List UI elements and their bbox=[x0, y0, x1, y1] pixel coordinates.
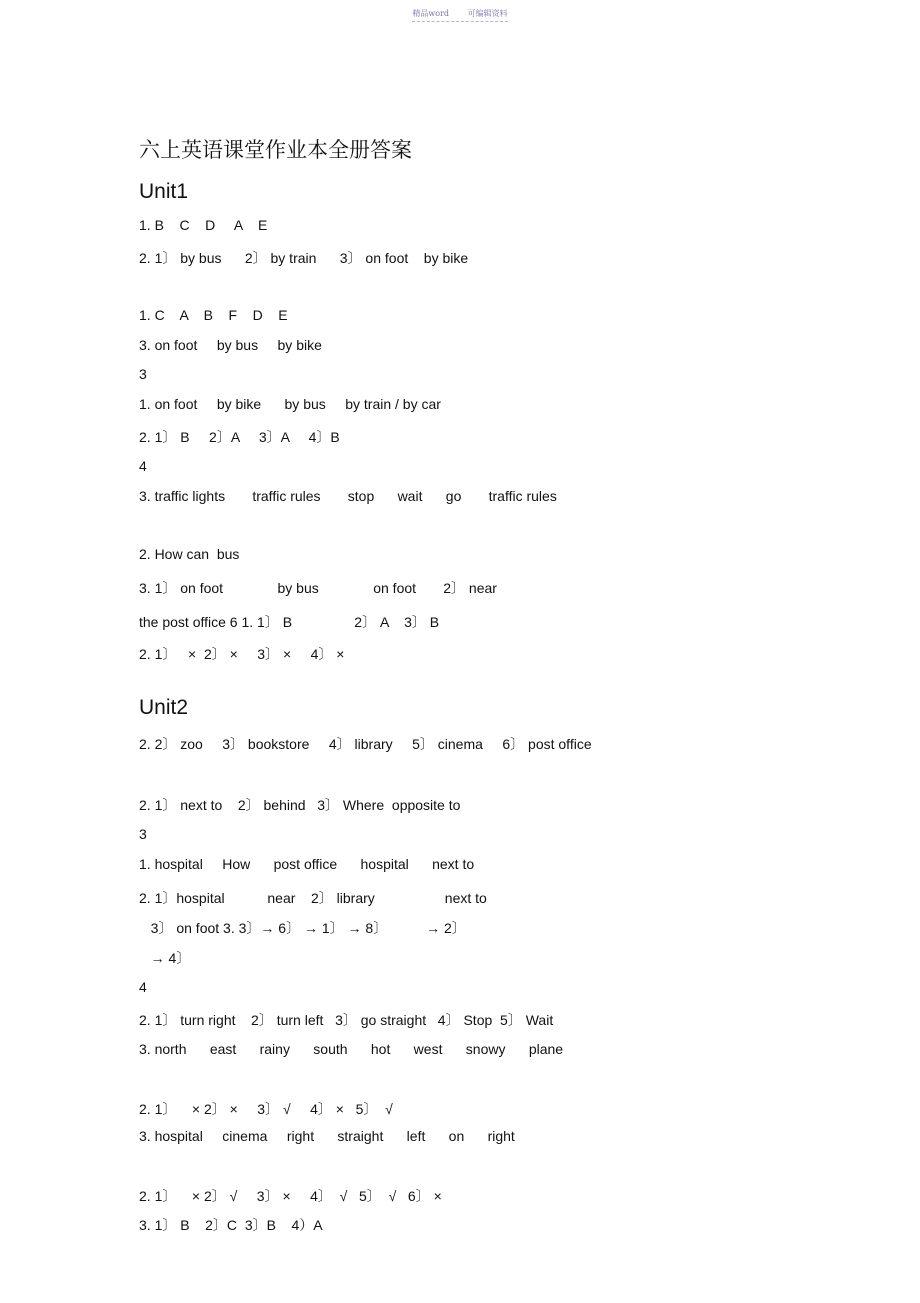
answer-line: 2. How can bus bbox=[139, 546, 240, 562]
answer-line: the post office 6 1. 1〕 B 2〕 A 3〕 B bbox=[139, 614, 440, 630]
answer-line: 3 bbox=[139, 366, 147, 382]
answer-line: 1. hospital How post office hospital next to bbox=[139, 856, 475, 872]
header-right-text: 可编辑资料 bbox=[467, 9, 508, 18]
unit1-heading: Unit1 bbox=[139, 180, 189, 203]
answer-line: 2. 1〕 B 2〕A 3〕A 4〕B bbox=[139, 429, 340, 445]
page-header bbox=[0, 8, 920, 19]
answer-line: → 4〕 bbox=[139, 950, 191, 966]
answer-line: 1. C A B F D E bbox=[139, 307, 288, 323]
answer-line: 2. 1〕 × 2〕 √ 3〕 × 4〕 √ 5〕 √ 6〕 × bbox=[139, 1188, 442, 1204]
answer-line: 2. 1〕 by bus 2〕 by train 3〕 on foot by bike bbox=[139, 250, 469, 266]
answer-line: 1. B C D A E bbox=[139, 217, 268, 233]
answer-line: 2. 1〕 × 2〕 × 3〕 × 4〕 × bbox=[139, 646, 345, 662]
unit2-heading: Unit2 bbox=[139, 696, 189, 719]
answer-line: 4 bbox=[139, 979, 147, 995]
answer-line: 3. hospital cinema right straight left on right bbox=[139, 1128, 515, 1144]
answer-line: 3. traffic lights traffic rules stop wait go traffic rules bbox=[139, 488, 557, 504]
answer-line: 3. 1〕 B 2〕C 3〕B 4）A bbox=[139, 1217, 323, 1233]
answer-line: 1. on foot by bike by bus by train / by car bbox=[139, 396, 441, 412]
answer-line: 3. on foot by bus by bike bbox=[139, 337, 322, 353]
answer-line: 3. north east rainy south hot west snowy plane bbox=[139, 1041, 564, 1057]
answer-line: 4 bbox=[139, 458, 147, 474]
answer-line: 2. 1〕hospital near 2〕 library next to bbox=[139, 890, 487, 906]
document-title: 六上英语课堂作业本全册答案 bbox=[139, 138, 412, 162]
answer-line: 3 bbox=[139, 826, 147, 842]
header-divider bbox=[412, 21, 508, 22]
answer-line: 2. 2〕 zoo 3〕 bookstore 4〕 library 5〕 cinema 6〕 post office bbox=[139, 736, 592, 752]
answer-line: 2. 1〕 turn right 2〕 turn left 3〕 go straight 4〕 Stop 5〕 Wait bbox=[139, 1012, 554, 1028]
header-left-text: 精品word bbox=[412, 9, 450, 18]
answer-line: 2. 1〕 × 2〕 × 3〕 √ 4〕 × 5〕 √ bbox=[139, 1101, 393, 1117]
answer-line: 2. 1〕 next to 2〕 behind 3〕 Where opposite to bbox=[139, 797, 461, 813]
answer-line: 3. 1〕 on foot by bus on foot 2〕 near bbox=[139, 580, 497, 596]
answer-line: 3〕 on foot 3. 3〕→ 6〕 → 1〕 → 8〕 → 2〕 bbox=[139, 920, 466, 936]
